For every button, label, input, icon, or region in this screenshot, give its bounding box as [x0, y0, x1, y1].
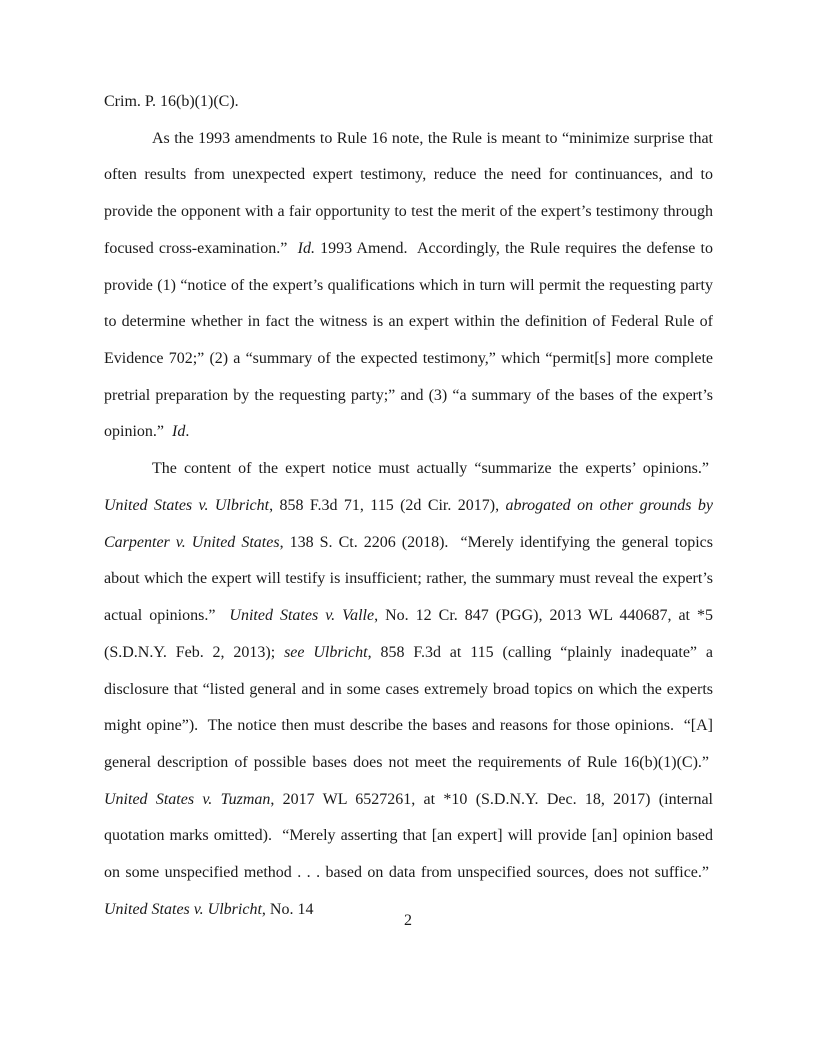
paragraph-continuation: Crim. P. 16(b)(1)(C). — [104, 93, 239, 110]
body-text — [104, 84, 713, 929]
paragraph-expert-notice-content: The content of the expert notice must actually “summarize the experts’ opinions.” United States v. Ulbricht, 858 F.3d 71, 115 (2d Cir. 2017), abrogated on other grounds by Carpenter v. United States, 138 S. Ct. 2206 (2018). “Merely identifying the general topics about which the expert will testify is insufficient; rather, the summary must reveal the expert’s actual opinions.” United States v. Valle, No. 12 Cr. 847 (PGG), 2013 WL 440687, at *5 (S.D.N.Y. Feb. 2, 2013); see Ulbricht, 858 F.3d at 115 (calling “plainly inadequate” a disclosure that “listed general and in some cases extremely broad topics on which the experts might opine”). The notice then must describe the bases and reasons for those opinions. “[A] general description of possible bases does not meet the requirements of Rule 16(b)(1)(C).” United States v. Tuzman, 2017 WL 6527261, at *10 (S.D.N.Y. Dec. 18, 2017) (internal quotation marks omitted). “Merely asserting that [an expert] will provide [an] opinion based on some unspecified method . . . based on data from unspecified sources, does not suffice.” United States v. Ulbricht, No. 14 — [104, 460, 714, 918]
page-number: 2 — [404, 912, 412, 929]
paragraph-rule16-purpose: As the 1993 amendments to Rule 16 note, the Rule is meant to “minimize surprise that often results from unexpected expert testimony, reduce the need for continuances, and to provide the opponent with a fair opportunity to test the merit of the expert’s testimony through focused cross-examination.” Id. 1993 Amend. Accordingly, the Rule requires the defense to provide (1) “notice of the expert’s qualifications which in turn will permit the requesting party to determine whether in fact the witness is an expert within the definition of Federal Rule of Evidence 702;” (2) a “summary of the expected testimony,” which “permit[s] more complete pretrial preparation by the requesting party;” and (3) “a summary of the bases of the expert’s opinion.” Id. — [104, 129, 714, 441]
